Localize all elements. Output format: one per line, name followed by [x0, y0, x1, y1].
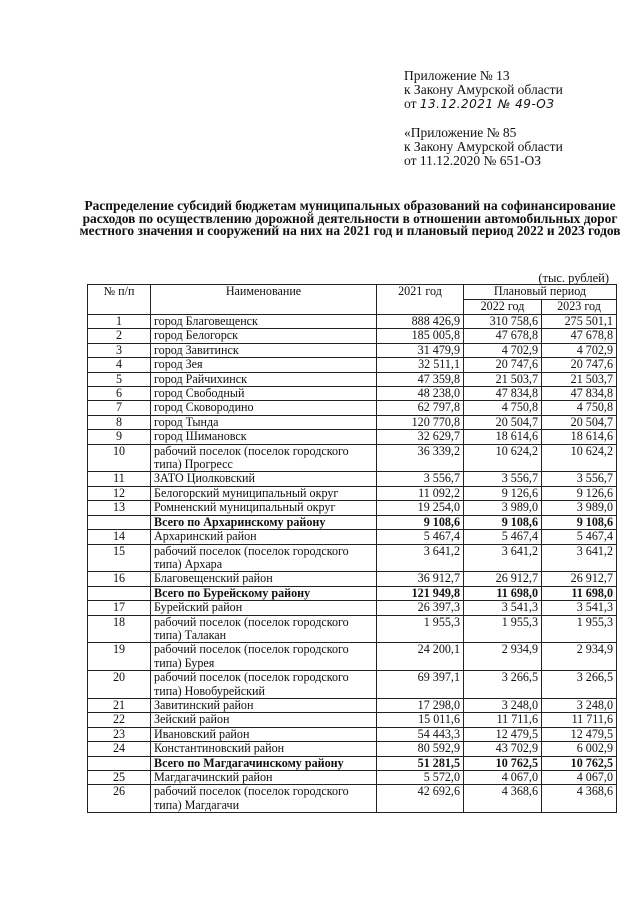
value-2022: 11 711,6: [464, 713, 542, 727]
table-row: [88, 544, 617, 572]
value-2021: 36 912,7: [377, 572, 464, 586]
table-row: [88, 671, 617, 699]
value-2022: 4 368,6: [464, 785, 542, 813]
value-2021: 3 641,2: [377, 544, 464, 572]
value-2021: 42 692,6: [377, 785, 464, 813]
value-2021: 36 339,2: [377, 444, 464, 472]
row-number: 4: [88, 358, 151, 372]
total-row: [88, 515, 617, 529]
row-number: 8: [88, 415, 151, 429]
value-2023: 12 479,5: [542, 727, 617, 741]
appendix-13-block: [404, 69, 563, 111]
row-number: 25: [88, 771, 151, 785]
unit-label: (тыс. рублей): [538, 271, 609, 285]
row-name: город Сковородино: [151, 401, 377, 415]
row-number: 11: [88, 472, 151, 486]
appendix-85-block: [404, 126, 563, 168]
total-row: [88, 586, 617, 600]
row-name: город Райчихинск: [151, 372, 377, 386]
row-name: город Зея: [151, 358, 377, 372]
row-number: 15: [88, 544, 151, 572]
row-name: город Белогорск: [151, 329, 377, 343]
table-row: [88, 771, 617, 785]
table-body: [88, 315, 617, 813]
value-2021: 888 426,9: [377, 315, 464, 329]
value-2022: 1 955,3: [464, 615, 542, 643]
value-2021: 54 443,3: [377, 727, 464, 741]
row-number: [88, 756, 151, 770]
row-name: Зейский район: [151, 713, 377, 727]
row-name: Магдагачинский район: [151, 771, 377, 785]
value-2023: 4 702,9: [542, 343, 617, 357]
row-number: 9: [88, 430, 151, 444]
header-num: № п/п: [88, 285, 151, 315]
row-number: 19: [88, 643, 151, 671]
value-2023: 3 556,7: [542, 472, 617, 486]
value-2021: 120 770,8: [377, 415, 464, 429]
value-2022: 20 504,7: [464, 415, 542, 429]
row-number: 5: [88, 372, 151, 386]
value-2022: 3 266,5: [464, 671, 542, 699]
table-row: [88, 387, 617, 401]
table-row: [88, 415, 617, 429]
header-plan-period: Плановый период: [464, 285, 617, 300]
value-2023: 4 750,8: [542, 401, 617, 415]
value-2021: 51 281,5: [377, 756, 464, 770]
value-2021: 1 955,3: [377, 615, 464, 643]
table-row: [88, 727, 617, 741]
value-2022: 9 108,6: [464, 515, 542, 529]
value-2021: 9 108,6: [377, 515, 464, 529]
appendix-85-title: «Приложение № 85: [404, 125, 517, 140]
table-row: [88, 430, 617, 444]
appendix-13-date-prefix: от: [404, 96, 417, 111]
row-name: рабочий поселок (поселок городского типа) Прогресс: [151, 444, 377, 472]
value-2023: 11 711,6: [542, 713, 617, 727]
value-2021: 185 005,8: [377, 329, 464, 343]
value-2021: 5 572,0: [377, 771, 464, 785]
value-2021: 11 092,2: [377, 486, 464, 500]
value-2022: 310 758,6: [464, 315, 542, 329]
value-2022: 3 641,2: [464, 544, 542, 572]
value-2023: 10 762,5: [542, 756, 617, 770]
value-2021: 5 467,4: [377, 530, 464, 544]
table-row: [88, 329, 617, 343]
row-name: рабочий поселок (поселок городского типа) Магдагачи: [151, 785, 377, 813]
value-2022: 20 747,6: [464, 358, 542, 372]
row-name: Константиновский район: [151, 742, 377, 756]
row-number: 16: [88, 572, 151, 586]
header-2022: 2022 год: [464, 300, 542, 315]
table-row: [88, 742, 617, 756]
value-2021: 48 238,0: [377, 387, 464, 401]
value-2023: 20 747,6: [542, 358, 617, 372]
value-2023: 47 834,8: [542, 387, 617, 401]
row-number: 23: [88, 727, 151, 741]
value-2022: 9 126,6: [464, 486, 542, 500]
value-2021: 69 397,1: [377, 671, 464, 699]
row-name: город Завитинск: [151, 343, 377, 357]
value-2023: 11 698,0: [542, 586, 617, 600]
subsidy-table: [87, 284, 617, 813]
value-2021: 31 479,9: [377, 343, 464, 357]
appendix-85-date: от 11.12.2020 № 651-ОЗ: [404, 153, 541, 168]
row-number: 13: [88, 501, 151, 515]
table-row: [88, 358, 617, 372]
row-number: 6: [88, 387, 151, 401]
row-number: [88, 515, 151, 529]
row-number: 7: [88, 401, 151, 415]
row-name: Всего по Магдагачинскому району: [151, 756, 377, 770]
value-2023: 4 368,6: [542, 785, 617, 813]
value-2023: 26 912,7: [542, 572, 617, 586]
table-row: [88, 601, 617, 615]
value-2023: 1 955,3: [542, 615, 617, 643]
row-number: 1: [88, 315, 151, 329]
value-2023: 2 934,9: [542, 643, 617, 671]
row-name: Благовещенский район: [151, 572, 377, 586]
table-row: [88, 713, 617, 727]
value-2023: 3 641,2: [542, 544, 617, 572]
value-2023: 47 678,8: [542, 329, 617, 343]
value-2023: 275 501,1: [542, 315, 617, 329]
row-number: 10: [88, 444, 151, 472]
value-2022: 10 762,5: [464, 756, 542, 770]
row-name: город Свободный: [151, 387, 377, 401]
table-row: [88, 572, 617, 586]
row-number: 18: [88, 615, 151, 643]
appendix-85-law: к Закону Амурской области: [404, 139, 563, 154]
row-number: 17: [88, 601, 151, 615]
appendix-13-title: Приложение № 13: [404, 68, 510, 83]
value-2022: 3 248,0: [464, 698, 542, 712]
value-2022: 10 624,2: [464, 444, 542, 472]
row-name: рабочий поселок (поселок городского типа) Архара: [151, 544, 377, 572]
table-row: [88, 501, 617, 515]
table-row: [88, 615, 617, 643]
value-2023: 5 467,4: [542, 530, 617, 544]
value-2021: 3 556,7: [377, 472, 464, 486]
row-name: рабочий поселок (поселок городского типа) Бурея: [151, 643, 377, 671]
row-name: Всего по Архаринскому району: [151, 515, 377, 529]
row-name: рабочий поселок (поселок городского типа) Новобурейский: [151, 671, 377, 699]
row-number: 3: [88, 343, 151, 357]
value-2021: 32 629,7: [377, 430, 464, 444]
value-2023: 3 266,5: [542, 671, 617, 699]
row-number: 12: [88, 486, 151, 500]
value-2022: 21 503,7: [464, 372, 542, 386]
table-row: [88, 698, 617, 712]
value-2023: 3 541,3: [542, 601, 617, 615]
row-name: Ромненский муниципальный округ: [151, 501, 377, 515]
value-2022: 11 698,0: [464, 586, 542, 600]
row-name: ЗАТО Циолковский: [151, 472, 377, 486]
value-2022: 4 067,0: [464, 771, 542, 785]
table-row: [88, 315, 617, 329]
row-name: Завитинский район: [151, 698, 377, 712]
handwritten-date: 13.12.2021 № 49-ОЗ: [419, 97, 555, 111]
value-2023: 9 108,6: [542, 515, 617, 529]
value-2022: 4 750,8: [464, 401, 542, 415]
row-name: Всего по Бурейскому району: [151, 586, 377, 600]
value-2021: 26 397,3: [377, 601, 464, 615]
header-2021: 2021 год: [377, 285, 464, 315]
value-2022: 3 989,0: [464, 501, 542, 515]
value-2023: 10 624,2: [542, 444, 617, 472]
row-number: 24: [88, 742, 151, 756]
value-2021: 15 011,6: [377, 713, 464, 727]
value-2022: 26 912,7: [464, 572, 542, 586]
table-row: [88, 486, 617, 500]
table-row: [88, 372, 617, 386]
value-2023: 3 989,0: [542, 501, 617, 515]
value-2022: 3 556,7: [464, 472, 542, 486]
value-2022: 5 467,4: [464, 530, 542, 544]
value-2023: 18 614,6: [542, 430, 617, 444]
value-2021: 47 359,8: [377, 372, 464, 386]
row-name: город Шимановск: [151, 430, 377, 444]
appendix-13-date: [404, 97, 563, 111]
header-name: Наименование: [151, 285, 377, 315]
value-2021: 32 511,1: [377, 358, 464, 372]
value-2022: 3 541,3: [464, 601, 542, 615]
value-2023: 3 248,0: [542, 698, 617, 712]
value-2022: 43 702,9: [464, 742, 542, 756]
value-2022: 47 834,8: [464, 387, 542, 401]
value-2021: 62 797,8: [377, 401, 464, 415]
value-2022: 18 614,6: [464, 430, 542, 444]
value-2021: 24 200,1: [377, 643, 464, 671]
row-name: город Тында: [151, 415, 377, 429]
row-number: 2: [88, 329, 151, 343]
value-2022: 47 678,8: [464, 329, 542, 343]
row-number: 21: [88, 698, 151, 712]
header-2023: 2023 год: [542, 300, 617, 315]
value-2022: 2 934,9: [464, 643, 542, 671]
value-2023: 6 002,9: [542, 742, 617, 756]
table-row: [88, 472, 617, 486]
table-row: [88, 643, 617, 671]
value-2023: 9 126,6: [542, 486, 617, 500]
value-2021: 19 254,0: [377, 501, 464, 515]
table-row: [88, 530, 617, 544]
row-name: Архаринский район: [151, 530, 377, 544]
row-name: Бурейский район: [151, 601, 377, 615]
table-row: [88, 401, 617, 415]
document-title: Распределение субсидий бюджетам муниципальных образований на софинансирование расходов по осуществлению дорожной деятельности в отношении автомобильных дорог местного значения и сооружений на них на 2021 год и плановый период 2022 и 2023 годов: [79, 198, 621, 239]
value-2023: 20 504,7: [542, 415, 617, 429]
table-row: [88, 343, 617, 357]
value-2022: 12 479,5: [464, 727, 542, 741]
row-number: [88, 586, 151, 600]
row-number: 22: [88, 713, 151, 727]
table-row: [88, 444, 617, 472]
row-number: 14: [88, 530, 151, 544]
value-2023: 21 503,7: [542, 372, 617, 386]
total-row: [88, 756, 617, 770]
value-2021: 80 592,9: [377, 742, 464, 756]
row-number: 26: [88, 785, 151, 813]
row-name: город Благовещенск: [151, 315, 377, 329]
table-row: [88, 785, 617, 813]
value-2023: 4 067,0: [542, 771, 617, 785]
row-name: рабочий поселок (поселок городского типа) Талакан: [151, 615, 377, 643]
appendix-13-law: к Закону Амурской области: [404, 82, 563, 97]
row-name: Ивановский район: [151, 727, 377, 741]
value-2021: 121 949,8: [377, 586, 464, 600]
value-2022: 4 702,9: [464, 343, 542, 357]
row-name: Белогорский муниципальный округ: [151, 486, 377, 500]
value-2021: 17 298,0: [377, 698, 464, 712]
row-number: 20: [88, 671, 151, 699]
